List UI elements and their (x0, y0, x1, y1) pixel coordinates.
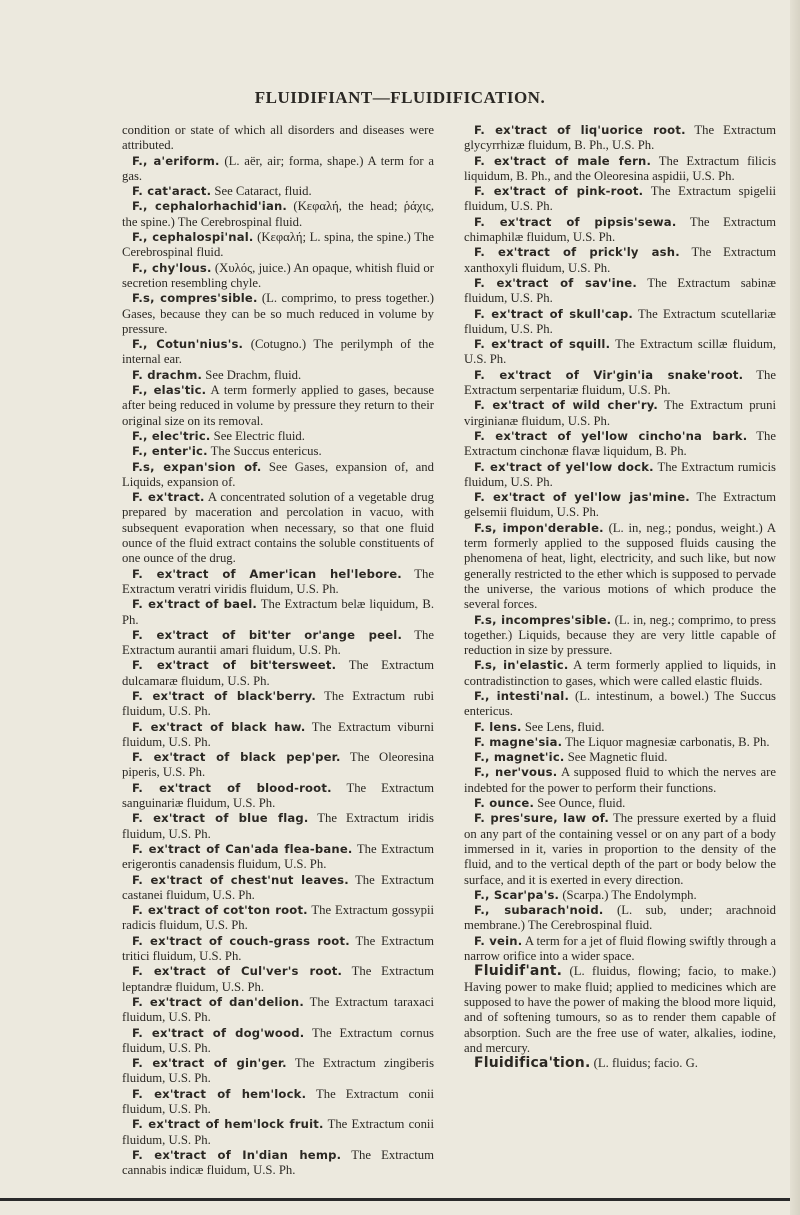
entry-definition: The Extractum leptandræ fluidum, U.S. Ph. (122, 964, 434, 994)
dictionary-entry (122, 444, 434, 459)
entry-headword: F., cephalospi'nal. (132, 230, 254, 245)
entry-headword: F. ex'tract of pink-root. (474, 184, 644, 199)
dictionary-entry (122, 750, 434, 781)
entry-definition: The Extractum rubi fluidum, U.S. Ph. (122, 688, 435, 719)
entry-definition: The Extractum pruni virginianæ fluidum, U.S. Ph. (464, 398, 776, 428)
entry-headword: F. lens. (474, 719, 522, 734)
entry-definition: The Extractum rumicis fluidum, U.S. Ph. (464, 459, 776, 489)
entry-definition: See Magnetic fluid. (564, 750, 668, 765)
entry-definition: A term formerly applied to liquids, in contradistinction to gases, which were called elastic fluids. (464, 658, 777, 688)
entry-headword: F. ex'tract of couch-grass root. (132, 933, 350, 948)
dictionary-entry (122, 368, 434, 383)
entry-headword: F. magne'sia. (474, 734, 563, 749)
entry-headword: F. cat'aract. (132, 184, 212, 199)
dictionary-entry (122, 628, 434, 659)
entry-headword: F., Cotun'nius's. (132, 337, 244, 352)
dictionary-entry (122, 811, 434, 842)
entry-headword: F. drachm. (132, 367, 203, 382)
entry-headword: F. ex'tract of Amer'ican hel'lebore. (132, 566, 402, 581)
dictionary-entry (122, 903, 434, 934)
entry-definition: The Extractum sabinæ fluidum, U.S. Ph. (464, 275, 776, 306)
dictionary-entry (464, 934, 776, 965)
dictionary-entry (122, 842, 434, 873)
entry-definition: The Extractum cornus fluidum, U.S. Ph. (122, 1025, 434, 1055)
dictionary-entry (464, 521, 776, 613)
entry-definition: (L. comprimo, to press together.) Gases, because they can be so much reduced in volume by pressure. (122, 291, 434, 336)
dictionary-entry (122, 291, 434, 337)
entry-headword: F. ex'tract of prick'ly ash. (474, 245, 680, 260)
dictionary-entry (122, 873, 434, 904)
entry-headword: F. pres'sure, law of. (474, 811, 609, 826)
entry-headword: F.s, compres'sible. (132, 291, 258, 306)
dictionary-entry (122, 337, 434, 368)
entry-headword: F. ex'tract of skull'cap. (474, 306, 634, 321)
dictionary-entry (464, 337, 776, 368)
entry-definition: The Extractum viburni fluidum, U.S. Ph. (122, 719, 434, 749)
dictionary-entry (464, 184, 776, 215)
dictionary-entry (122, 658, 434, 689)
entry-headword: F. ex'tract of yel'low dock. (474, 459, 654, 474)
entry-headword: F. ex'tract of pipsis'sewa. (474, 214, 677, 229)
entry-definition: (L. in, neg.; comprimo, to press together.) Liquids, because they are very little capable of reduction in size by pressure. (464, 612, 776, 658)
entry-headword: F. ex'tract of bael. (132, 597, 258, 612)
entry-headword: F. ex'tract of black'berry. (132, 688, 316, 703)
entry-headword: F. ex'tract of Cul'ver's root. (132, 964, 343, 979)
entry-definition: The Extractum scillæ fluidum, U.S. Ph. (464, 337, 776, 367)
dictionary-entry (122, 781, 434, 812)
entry-headword: F., magnet'ic. (474, 750, 565, 765)
entry-headword: F. ex'tract of sav'ine. (474, 275, 637, 290)
entry-definition: A term formerly applied to gases, because after being reduced in volume by pressure they return to their original size on its removal. (122, 383, 434, 428)
entry-definition: (Cotugno.) The perilymph of the internal ear. (122, 337, 434, 367)
entry-definition: The Extractum cinchonæ flavæ liquidum, B. Ph. (464, 428, 776, 459)
dictionary-entry (464, 1056, 776, 1071)
entry-headword: F. ex'tract of liq'uorice root. (474, 123, 686, 137)
entry-headword: F. ex'tract of black pep'per. (132, 750, 341, 765)
entry-definition: A term for a jet of fluid flowing swiftly through a narrow orifice into a wider space. (464, 933, 776, 964)
entry-headword: F., intesti'nal. (474, 688, 570, 703)
dictionary-entry (122, 964, 434, 995)
entry-definition: The Succus entericus. (207, 444, 322, 459)
dictionary-entry (464, 903, 776, 934)
dictionary-entry (464, 765, 776, 796)
entry-headword: F.s, in'elastic. (474, 658, 569, 673)
entry-headword: F. ex'tract of In'dian hemp. (132, 1147, 342, 1162)
dictionary-entry (464, 398, 776, 429)
entry-definition: The Extractum cannabis indicæ fluidum, U.S. Ph. (122, 1147, 434, 1178)
entry-headword: F., subarach'noid. (474, 903, 604, 918)
entry-definition: A concentrated solution of a vegetable drug prepared by maceration and percolation in vacuo, with subsequent evaporation when necessary, so that one fluid ounce of the fluid extract contains the soluble constituents of one ounce of the drug. (122, 490, 434, 566)
dictionary-entry (122, 261, 434, 292)
entry-headword: F. ex'tract of yel'low jas'mine. (474, 490, 690, 505)
entry-definition: See Ounce, fluid. (534, 796, 626, 811)
dictionary-entry (122, 1056, 434, 1087)
dictionary-entry (122, 1087, 434, 1118)
entry-definition: The Extractum dulcamaræ fluidum, U.S. Ph. (122, 658, 434, 688)
dictionary-entry (122, 199, 434, 230)
entry-definition: The Extractum erigerontis canadensis fluidum, U.S. Ph. (122, 841, 434, 872)
entry-definition: The Extractum conii fluidum, U.S. Ph. (122, 1117, 434, 1147)
dictionary-entry (464, 735, 776, 750)
entry-headword: F. ex'tract of cot'ton root. (132, 903, 308, 918)
entry-definition: The Extractum iridis fluidum, U.S. Ph. (122, 811, 434, 841)
entry-definition: (Χυλός, juice.) An opaque, whitish fluid or secretion resembling chyle. (122, 260, 434, 290)
entry-headword: F. ex'tract of yel'low cincho'na bark. (474, 428, 748, 443)
dictionary-entry (122, 597, 434, 628)
entry-definition: A supposed fluid to which the nerves are indebted for the power to perform their functions. (464, 765, 777, 795)
entry-definition: The Extractum zingiberis fluidum, U.S. Ph. (122, 1056, 435, 1086)
dictionary-entry (464, 811, 776, 887)
entry-definition: The Liquor magnesiæ carbonatis, B. Ph. (562, 734, 770, 749)
entry-definition: The Extractum castanei fluidum, U.S. Ph. (122, 872, 435, 902)
entry-headword: Fluidifica'tion. (474, 1055, 591, 1072)
entry-definition: The Extractum scutellariæ fluidum, U.S. Ph. (464, 306, 776, 336)
entry-definition: The Extractum serpentariæ fluidum, U.S. Ph. (464, 367, 776, 398)
entry-headword: F. ex'tract of hem'lock. (132, 1086, 307, 1101)
entry-headword: F. ex'tract of bit'ter or'ange peel. (132, 627, 403, 642)
dictionary-entry (464, 490, 776, 521)
dictionary-entry (464, 750, 776, 765)
entry-headword: F. ex'tract. (132, 490, 205, 505)
entry-headword: F., cephalorhachid'ian. (132, 199, 288, 214)
dictionary-entry (464, 613, 776, 659)
entry-definition: (Κεφαλή; L. spina, the spine.) The Cerebrospinal fluid. (122, 230, 434, 260)
entry-definition: The Extractum gossypii radicis fluidum, U.S. Ph. (122, 903, 435, 933)
dictionary-entry (464, 964, 776, 1056)
entry-definition: The Extractum gelsemii fluidum, U.S. Ph. (464, 490, 777, 520)
entry-definition: The Extractum spigelii fluidum, U.S. Ph. (464, 184, 776, 214)
dictionary-entry (464, 276, 776, 307)
right-column (464, 123, 776, 1071)
dictionary-entry (464, 689, 776, 720)
entry-definition: The Extractum glycyrrhizæ fluidum, B. Ph., U.S. Ph. (464, 123, 776, 153)
entry-headword: F. ex'tract of squill. (474, 337, 611, 352)
entry-definition: The Extractum xanthoxyli fluidum, U.S. Ph. (464, 245, 776, 275)
entry-headword: F. ex'tract of Can'ada flea-bane. (132, 841, 353, 856)
dictionary-entry (122, 1117, 434, 1148)
entry-definition: See Lens, fluid. (521, 719, 605, 734)
dictionary-entry (464, 154, 776, 185)
entry-definition: The Extractum chimaphilæ fluidum, U.S. Ph. (464, 214, 776, 245)
entry-definition: (L. fluidus; facio. G. (590, 1056, 698, 1071)
entry-definition: The Extractum aurantii amari fluidum, U.S. Ph. (122, 627, 435, 658)
dictionary-entry (122, 429, 434, 444)
entry-headword: F., ner'vous. (474, 765, 558, 780)
entry-headword: F.s, incompres'sible. (474, 612, 612, 627)
entry-headword: F., elec'tric. (132, 428, 211, 443)
entry-headword: F.s, expan'sion of. (132, 459, 262, 474)
entry-definition: The Extractum tritici fluidum, U.S. Ph. (122, 933, 435, 964)
dictionary-entry (122, 230, 434, 261)
entry-headword: F., Scar'pa's. (474, 887, 560, 902)
entry-headword: F., chy'lous. (132, 260, 212, 275)
dictionary-entry (464, 215, 776, 246)
entry-definition: The Extractum conii fluidum, U.S. Ph. (122, 1086, 434, 1116)
dictionary-entry (464, 796, 776, 811)
dictionary-entry (122, 567, 434, 598)
entry-headword: F. ex'tract of blood-root. (132, 780, 332, 795)
entry-headword: F. ex'tract of bit'tersweet. (132, 658, 337, 673)
entry-definition: The Extractum taraxaci fluidum, U.S. Ph. (122, 994, 434, 1025)
entry-definition: The Extractum sanguinariæ fluidum, U.S. Ph. (122, 780, 435, 811)
entry-definition: The Oleoresina piperis, U.S. Ph. (122, 750, 434, 780)
entry-headword: Fluidif'ant. (474, 963, 563, 980)
entry-headword: F. ex'tract of dan'delion. (132, 994, 304, 1009)
entry-definition: See Gases, expansion of, and Liquids, expansion of. (122, 459, 434, 489)
dictionary-entry (122, 383, 434, 429)
bottom-rule (0, 1198, 800, 1201)
entry-definition: (L. aër, air; forma, shape.) A term for a gas. (122, 153, 434, 183)
entry-headword: F. ex'tract of hem'lock fruit. (132, 1117, 324, 1132)
entry-definition: (L. fluidus, flowing; facio, to make.) Having power to make fluid; applied to medicines which are supposed to have the power of making the blood more liquid, and of softening tumours, so as to render them capable of absorption. Such are the free use of water, alkalies, iodine, and mercury. (464, 964, 776, 1055)
dictionary-entry (464, 460, 776, 491)
dictionary-entry (122, 1148, 434, 1179)
entry-headword: F. ex'tract of black haw. (132, 719, 306, 734)
dictionary-entry (122, 123, 434, 154)
dictionary-entry (464, 658, 776, 689)
entry-headword: F. ex'tract of gin'ger. (132, 1056, 287, 1071)
entry-headword: F. ex'tract of dog'wood. (132, 1025, 305, 1040)
entry-headword: F. ex'tract of blue flag. (132, 811, 309, 826)
entry-headword: F. ex'tract of chest'nut leaves. (132, 872, 349, 887)
page-header: FLUIDIFIANT—FLUIDIFICATION. (254, 88, 546, 107)
entry-headword: F. ounce. (474, 796, 535, 811)
dictionary-entry (464, 429, 776, 460)
dictionary-entry (122, 1026, 434, 1057)
entry-headword: F., a'eriform. (132, 153, 220, 168)
dictionary-entry (122, 490, 434, 566)
dictionary-entry (122, 184, 434, 199)
entry-headword: F. ex'tract of wild cher'ry. (474, 398, 659, 413)
entry-definition: See Cataract, fluid. (211, 184, 312, 199)
dictionary-entry (464, 368, 776, 399)
entry-headword: F.s, impon'derable. (474, 520, 604, 535)
entry-definition: (L. in, neg.; pondus, weight.) A term formerly applied to the supposed fluids causing the phenomena of heat, light, electricity, and such like, but now generally restricted to the ether which is supposed to pervade the universe, the various motions of which produce the several forces. (464, 520, 776, 612)
entry-headword: F. ex'tract of Vir'gin'ia snake'root. (474, 367, 744, 382)
entry-definition: See Electric fluid. (210, 428, 305, 443)
entry-definition: The Extractum veratri viridis fluidum, U.S. Ph. (122, 566, 434, 596)
dictionary-entry (122, 720, 434, 751)
dictionary-entry (122, 995, 434, 1026)
entry-headword: F., elas'tic. (132, 383, 207, 398)
entry-headword: F., enter'ic. (132, 444, 208, 459)
dictionary-entry (122, 460, 434, 491)
entry-headword: F. ex'tract of male fern. (474, 153, 652, 168)
entry-definition: The Extractum filicis liquidum, B. Ph., and the Oleoresina aspidii, U.S. Ph. (464, 153, 777, 183)
entry-definition: condition or state of which all disorders and diseases were attributed. (122, 123, 434, 153)
dictionary-entry (464, 888, 776, 903)
dictionary-entry (464, 720, 776, 735)
dictionary-entry (464, 245, 776, 276)
dictionary-entry (122, 689, 434, 720)
entry-definition: (Scarpa.) The Endolymph. (559, 887, 697, 902)
entry-definition: (L. sub, under; arachnoid membrane.) The Cerebrospinal fluid. (464, 903, 776, 933)
entry-headword: F. vein. (474, 933, 523, 948)
dictionary-entry (122, 154, 434, 185)
dictionary-entry (464, 123, 776, 154)
page-edge-shadow (790, 0, 800, 1215)
entry-definition: See Drachm, fluid. (202, 367, 302, 382)
dictionary-entry (122, 934, 434, 965)
entry-definition: The pressure exerted by a fluid on any part of the containing vessel or on any part of a body immersed in it, varies in proportion to the density of the fluid, and to the vertical depth of the part or body below the surface, and it is exerted in every direction. (464, 811, 776, 887)
left-column (122, 123, 434, 1178)
dictionary-entry (464, 307, 776, 338)
entry-definition: The Extractum belæ liquidum, B. Ph. (122, 597, 434, 627)
entry-definition: (Κεφαλή, the head; ῥάχις, the spine.) The Cerebrospinal fluid. (122, 199, 434, 229)
entry-definition: (L. intestinum, a bowel.) The Succus entericus. (464, 688, 776, 719)
